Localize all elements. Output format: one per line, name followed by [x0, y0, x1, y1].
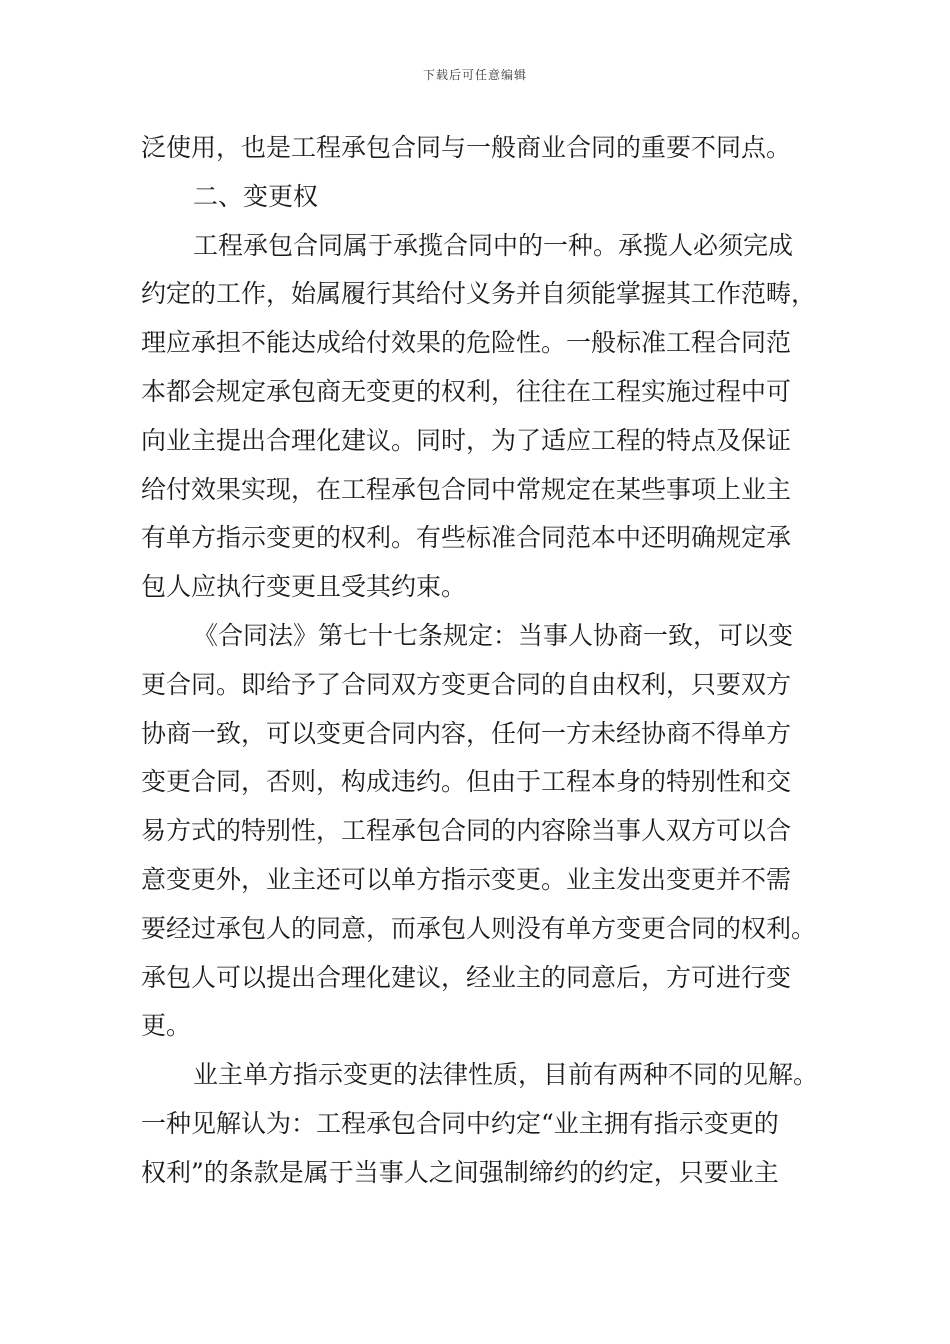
text-line: 承包人可以提出合理化建议，经业主的同意后，方可进行变 [141, 962, 792, 992]
document-body [141, 124, 831, 1198]
text-line: 权利”的条款是属于当事人之间强制缔约的约定，只要业主 [141, 1157, 779, 1187]
text-line: 更。 [141, 1011, 192, 1041]
text-line: 泛使用，也是工程承包合同与一般商业合同的重要不同点。 [141, 133, 792, 162]
text-line: 有单方指示变更的权利。有些标准合同范本中还明确规定承 [141, 523, 792, 553]
text-line: 《合同法》第七十七条规定：当事人协商一致，可以变 [193, 620, 794, 650]
text-line: 理应承担不能达成给付效果的危险性。一般标准工程合同范 [141, 328, 792, 358]
text-line: 意变更外，业主还可以单方指示变更。业主发出变更并不需 [141, 864, 792, 894]
text-line: 一种见解认为：工程承包合同中约定“业主拥有指示变更的 [141, 1108, 779, 1138]
text-line: 给付效果实现，在工程承包合同中常规定在某些事项上业主 [141, 474, 792, 504]
text-line: 本都会规定承包商无变更的权利，往往在工程实施过程中可 [141, 376, 792, 406]
text-line: 更合同。即给予了合同双方变更合同的自由权利，只要双方 [141, 669, 792, 699]
text-line: 工程承包合同属于承揽合同中的一种。承揽人必须完成 [193, 230, 794, 260]
text-line: 业主单方指示变更的法律性质，目前有两种不同的见解。 [193, 1060, 819, 1090]
text-line: 包人应执行变更且受其约束。 [141, 572, 467, 602]
text-line: 向业主提出合理化建议。同时，为了适应工程的特点及保证 [141, 425, 792, 455]
text-line: 变更合同，否则，构成违约。但由于工程本身的特别性和交 [141, 767, 792, 797]
section-heading: 二、变更权 [193, 181, 319, 211]
text-line: 要经过承包人的同意，而承包人则没有单方变更合同的权利。 [141, 913, 817, 943]
text-line: 约定的工作，始属履行其给付义务并自须能掌握其工作范畴， [141, 279, 817, 309]
text-line: 易方式的特别性，工程承包合同的内容除当事人双方可以合 [141, 816, 792, 846]
page-header: 下载后可任意编辑 [422, 68, 527, 82]
text-line: 协商一致，可以变更合同内容，任何一方未经协商不得单方 [141, 718, 792, 748]
